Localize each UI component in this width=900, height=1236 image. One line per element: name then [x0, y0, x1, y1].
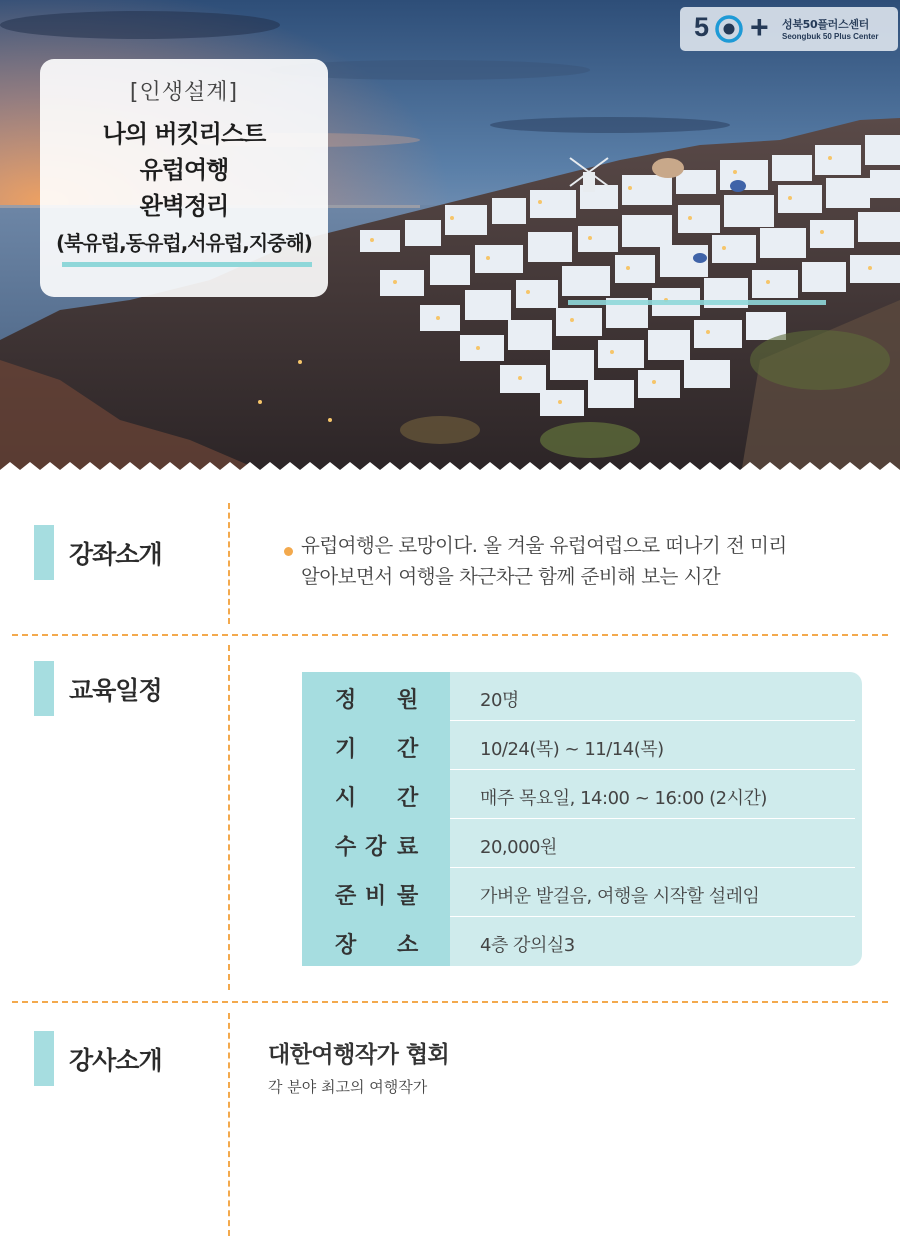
- row-value: 매주 목요일, 14:00 ~ 16:00 (2시간): [480, 788, 767, 809]
- logo-plus: +: [750, 9, 769, 45]
- row-key: [302, 819, 450, 868]
- row-value: 가벼운 발걸음, 여행을 시작할 설레임: [480, 886, 760, 907]
- key-char: 비: [365, 884, 387, 909]
- divider-vertical: [228, 1013, 230, 1236]
- intro-line-2: 알아보면서 여행을 차근차근 함께 준비해 보는 시간: [301, 565, 721, 588]
- row-value: 20,000원: [480, 837, 557, 858]
- course-intro-text: [301, 530, 787, 592]
- target-ring-icon: [714, 14, 744, 44]
- table-row: [302, 868, 862, 917]
- row-key: [302, 868, 450, 917]
- row-value: 20명: [480, 690, 519, 711]
- table-row: [302, 819, 862, 868]
- key-char: 강: [365, 835, 387, 860]
- title-card: [40, 59, 328, 297]
- key-char: 원: [397, 688, 419, 713]
- key-char: 소: [397, 933, 419, 958]
- divider-horizontal: [12, 1001, 888, 1003]
- table-row: [302, 917, 862, 966]
- key-char: 간: [397, 786, 419, 811]
- title-line-2: 유럽여행: [139, 156, 229, 184]
- section-marker: [34, 525, 54, 580]
- row-key: [302, 721, 450, 770]
- key-char: 장: [335, 933, 357, 958]
- logo-number: 5: [694, 12, 710, 42]
- accent-line: [568, 300, 826, 305]
- instructor-name: 대한여행작가 협회: [268, 1042, 450, 1068]
- key-char: 료: [397, 835, 419, 860]
- table-row: [302, 721, 862, 770]
- schedule-table: [302, 672, 862, 966]
- row-value: 4층 강의실3: [480, 935, 575, 956]
- hero-banner: [0, 0, 900, 480]
- divider-vertical: [228, 645, 230, 990]
- key-char: 준: [335, 884, 357, 909]
- center-logo: [680, 7, 898, 51]
- bullet-dot-icon: [284, 547, 293, 556]
- table-row: [302, 672, 862, 721]
- zigzag-edge: [0, 448, 900, 480]
- row-key: [302, 672, 450, 721]
- logo-name-kr: 성북50플러스센터: [782, 18, 869, 31]
- instructor-description: 각 분야 최고의 여행작가: [268, 1078, 428, 1096]
- section-marker: [34, 661, 54, 716]
- section-label: 교육일정: [69, 676, 162, 705]
- key-char: 기: [335, 737, 357, 762]
- key-char: 물: [397, 884, 419, 909]
- row-key: [302, 917, 450, 966]
- title-line-4: (북유럽,동유럽,서유럽,지중해): [56, 231, 312, 255]
- table-row: [302, 770, 862, 819]
- key-char: 시: [335, 786, 357, 811]
- course-category: [인생설계]: [129, 80, 239, 105]
- row-key: [302, 770, 450, 819]
- row-value: 10/24(목) ~ 11/14(목): [480, 739, 664, 760]
- section-label: 강사소개: [69, 1046, 162, 1075]
- section-marker: [34, 1031, 54, 1086]
- key-char: 간: [397, 737, 419, 762]
- section-label: 강좌소개: [69, 540, 162, 569]
- title-line-3: 완벽정리: [139, 192, 229, 220]
- key-char: 정: [335, 688, 357, 713]
- intro-line-1: 유럽여행은 로망이다. 올 겨울 유럽여럽으로 떠나기 전 미리: [301, 534, 787, 557]
- title-line-1: 나의 버킷리스트: [102, 120, 266, 148]
- divider-vertical: [228, 503, 230, 624]
- logo-name-en: Seongbuk 50 Plus Center: [782, 32, 879, 41]
- key-char: 수: [335, 835, 357, 860]
- divider-horizontal: [12, 634, 888, 636]
- title-underline: [62, 262, 312, 267]
